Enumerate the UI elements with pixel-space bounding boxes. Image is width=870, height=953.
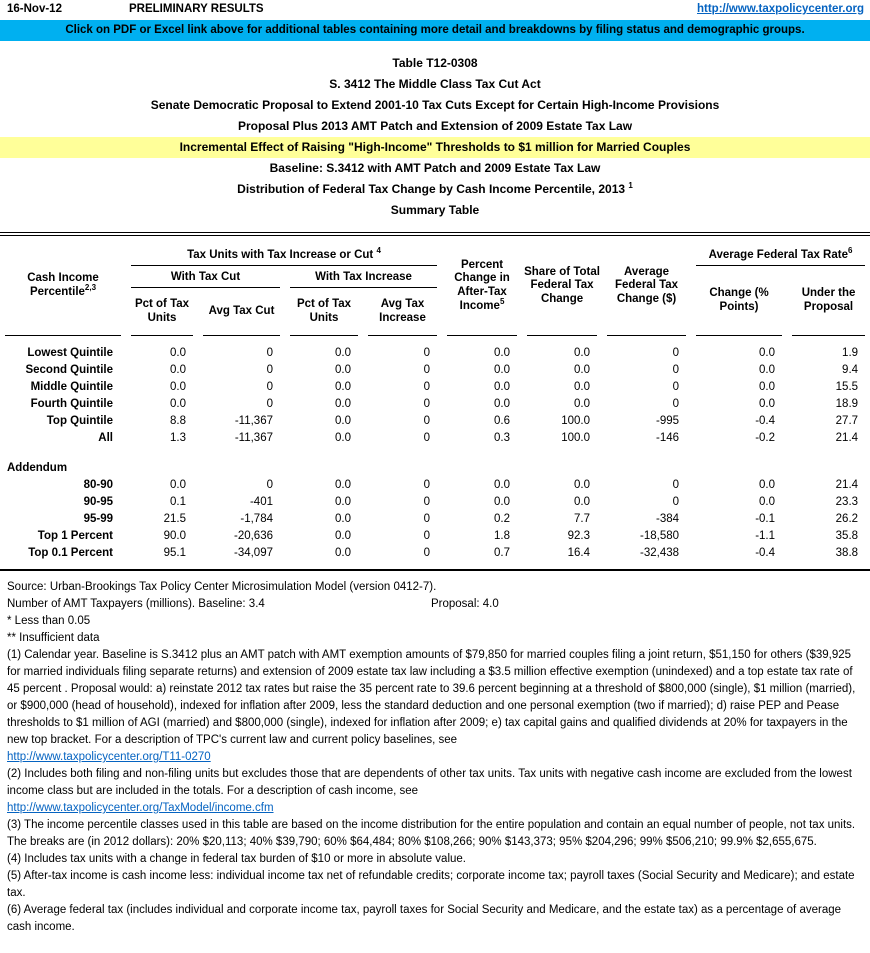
cell-value: 0.0 xyxy=(335,398,351,410)
footnote-5: (5) After-tax income is cash income less: individual income tax net of refundable credits; corporate income tax; payroll taxes (Social Security and Medicare); and estate tax. xyxy=(7,870,855,899)
col-header-share-total-federal-tax-change: Share of Total Federal Tax Change xyxy=(522,236,602,336)
cell-value: 7.7 xyxy=(574,513,591,525)
cell-value: 0.6 xyxy=(494,415,511,427)
table-row xyxy=(0,511,870,528)
cell-value: 0 xyxy=(423,415,431,427)
footnote-less-than: * Less than 0.05 xyxy=(7,615,91,627)
row-label: Top 1 Percent xyxy=(37,530,113,542)
cell-value: 0.0 xyxy=(574,398,591,410)
cell-value: 0.0 xyxy=(494,496,511,508)
amt-baseline-value: Number of AMT Taxpayers (millions). Baseline: 3.4 xyxy=(7,598,265,610)
footnote-1-link[interactable]: http://www.taxpolicycenter.org/T11-0270 xyxy=(7,751,211,763)
cell-value: 0.0 xyxy=(335,432,351,444)
table-number-title: Table T12-0308 xyxy=(392,56,478,70)
cell-value: 0 xyxy=(672,347,680,359)
cell-value: -0.4 xyxy=(755,415,776,427)
table-row xyxy=(0,545,870,562)
cell-value: 0.0 xyxy=(170,347,186,359)
cell-value: 0.2 xyxy=(494,513,511,525)
cell-value: -401 xyxy=(249,496,273,508)
cell-value: 0.0 xyxy=(574,364,591,376)
cell-value: 0.0 xyxy=(494,347,511,359)
main-rows xyxy=(0,336,870,447)
cell-value: 0 xyxy=(423,432,431,444)
proposal-title: Senate Democratic Proposal to Extend 2001-10 Tax Cuts Except for Certain High-Income Provisions xyxy=(150,98,720,112)
cell-value: -995 xyxy=(656,415,680,427)
table-row xyxy=(0,336,870,362)
cell-value: 0 xyxy=(423,479,431,491)
cell-value: -1.1 xyxy=(755,530,776,542)
footnote-3: (3) The income percentile classes used in this table are based on the income distribution for the entire population and contain an equal number of people, not tax units. The breaks are (in 2012 dollars): 20% $20,113; 40% $39,790; 60% $64,484; 80% $108,266; 90% $143,373; 95% $204,296; 99% $506,210; 99.9% $2,655,675. xyxy=(7,819,856,848)
cell-value: 0.0 xyxy=(494,381,511,393)
cell-value: 0 xyxy=(423,496,431,508)
cell-value: 21.4 xyxy=(835,432,859,444)
col-header-pct-tax-units-cut: Pct of Tax Units xyxy=(126,288,198,336)
cell-value: 0 xyxy=(423,530,431,542)
taxpolicycenter-link[interactable]: http://www.taxpolicycenter.org xyxy=(697,3,864,15)
cell-value: 0.0 xyxy=(335,347,351,359)
row-label: Middle Quintile xyxy=(30,381,113,393)
cell-value: 0 xyxy=(266,398,273,410)
cell-value: 90.0 xyxy=(163,530,186,542)
cell-value: 0.7 xyxy=(494,547,511,559)
row-label: 90-95 xyxy=(83,496,113,508)
table-row xyxy=(0,528,870,545)
cell-value: 0.0 xyxy=(759,479,776,491)
row-label: 95-99 xyxy=(83,513,113,525)
cell-value: 0.0 xyxy=(574,381,591,393)
cell-value: 8.8 xyxy=(170,415,186,427)
row-label: 80-90 xyxy=(83,479,113,491)
act-title: S. 3412 The Middle Class Tax Cut Act xyxy=(329,77,541,91)
info-banner: Click on PDF or Excel link above for additional tables containing more detail and breakdowns by filing status and demographic groups. xyxy=(0,20,870,41)
cell-value: 0 xyxy=(423,364,431,376)
cell-value: 92.3 xyxy=(567,530,591,542)
cell-value: -20,636 xyxy=(233,530,273,542)
cell-value: 0.0 xyxy=(335,415,351,427)
amt-patch-title: Proposal Plus 2013 AMT Patch and Extension of 2009 Estate Tax Law xyxy=(237,119,633,133)
table-row xyxy=(0,477,870,494)
cell-value: 0.0 xyxy=(335,496,351,508)
cell-value: 0.0 xyxy=(494,479,511,491)
row-label: Fourth Quintile xyxy=(30,398,113,410)
col-header-rate-under-proposal: Under the Proposal xyxy=(787,266,870,336)
group-header-with-tax-increase: With Tax Increase xyxy=(285,266,442,288)
col-header-cash-income-percentile: Cash Income Percentile$^{2,3}$ xyxy=(0,236,126,336)
cell-value: 95.1 xyxy=(163,547,186,559)
footnotes-block xyxy=(0,579,870,936)
col-header-avg-tax-increase: Avg Tax Increase xyxy=(363,288,442,336)
cell-value: -146 xyxy=(656,432,680,444)
cell-value: 0.0 xyxy=(759,364,776,376)
preliminary-results-label: PRELIMINARY RESULTS xyxy=(129,3,264,15)
cell-value: 1.9 xyxy=(842,347,859,359)
cell-value: 0.0 xyxy=(759,347,776,359)
footnote-1: (1) Calendar year. Baseline is S.3412 plus an AMT patch with AMT exemption amounts of $79,850 for married couples filing a joint return, $51,150 for others ($39,925 for married individuals filing separate returns) and extension of 2009 estate tax law including a $3.5 million effective exemption (unindexed) and a top estate tax rate of 45 percent . Proposal would: a) reinstate 2012 tax rates but raise the 35 percent rate to 39.6 percent beginning at a threshold of $800,000 (single), $1 million (married), or $900,000 (head of household), indexed for inflation after 2009, less the standard deduction and one personal exemption (two if married); d) raise PEP and Pease thresholds to $1 million of AGI (married) and $800,000 (single), indexed for inflation after 2009; e) tax capital gains and qualified dividends at 20% for taxpayers in the new top bracket. For a description of TPC's current law and current policy baselines, see xyxy=(7,649,856,746)
cell-value: -18,580 xyxy=(640,530,680,542)
group-header-tax-units-increase-or-cut: Tax Units with Tax Increase or Cut $^4$ xyxy=(126,236,442,266)
cell-value: 0.0 xyxy=(574,496,591,508)
cell-value: 0 xyxy=(672,398,680,410)
cell-value: 0.3 xyxy=(494,432,511,444)
row-label: All xyxy=(98,432,113,444)
cell-value: 0.0 xyxy=(335,530,351,542)
cell-value: 21.4 xyxy=(835,479,859,491)
col-header-rate-change-points: Change (% Points) xyxy=(691,266,787,336)
row-label: Top Quintile xyxy=(46,415,113,427)
cell-value: 0.0 xyxy=(335,547,351,559)
amt-taxpayers-note xyxy=(7,596,864,613)
cell-value: 0 xyxy=(266,381,273,393)
cell-value: 0.1 xyxy=(170,496,186,508)
cell-value: 0 xyxy=(423,547,431,559)
cell-value: 0.0 xyxy=(494,364,511,376)
cell-value: 0.0 xyxy=(759,398,776,410)
report-date: 16-Nov-12 xyxy=(7,3,62,15)
cell-value: 0 xyxy=(423,381,431,393)
cell-value: 0.0 xyxy=(494,398,511,410)
baseline-title: Baseline: S.3412 with AMT Patch and 2009 Estate Tax Law xyxy=(269,161,601,175)
cell-value: 16.4 xyxy=(567,547,591,559)
cell-value: 0.0 xyxy=(170,479,186,491)
cell-value: 26.2 xyxy=(835,513,859,525)
highlighted-incremental-title: Incremental Effect of Raising "High-Income" Thresholds to $1 million for Married Couples xyxy=(0,137,870,158)
cell-value: 100.0 xyxy=(561,415,591,427)
cell-value: 0.0 xyxy=(759,381,776,393)
cell-value: 0 xyxy=(423,513,431,525)
cell-value: -34,097 xyxy=(233,547,273,559)
summary-table xyxy=(0,236,870,562)
addendum-rows xyxy=(0,477,870,562)
table-row xyxy=(0,362,870,379)
amt-proposal-value: Proposal: 4.0 xyxy=(431,598,499,610)
cell-value: 100.0 xyxy=(561,432,591,444)
cell-value: 0.0 xyxy=(574,347,591,359)
footnote-2: (2) Includes both filing and non-filing units but excludes those that are dependents of other tax units. Tax units with negative cash income are excluded from the lowest income class but are included in the totals. For a description of cash income, see xyxy=(7,768,852,797)
cell-value: -32,438 xyxy=(640,547,680,559)
addendum-header-section xyxy=(0,447,870,477)
topbar xyxy=(0,0,870,20)
cell-value: 0 xyxy=(423,347,431,359)
distribution-title: Distribution of Federal Tax Change by Cash Income Percentile, 2013 $^1$ xyxy=(237,181,633,196)
addendum-label: Addendum xyxy=(7,462,68,474)
cell-value: 0 xyxy=(266,347,273,359)
cell-value: 0.0 xyxy=(759,496,776,508)
summary-table-title: Summary Table xyxy=(390,203,480,217)
table-row xyxy=(0,494,870,511)
source-note: Source: Urban-Brookings Tax Policy Center Microsimulation Model (version 0412-7). xyxy=(7,581,437,593)
cell-value: 0.0 xyxy=(335,381,351,393)
cell-value: -0.4 xyxy=(755,547,776,559)
cell-value: -0.2 xyxy=(755,432,776,444)
cell-value: 0.0 xyxy=(574,479,591,491)
cell-value: 0.0 xyxy=(335,364,351,376)
title-block xyxy=(0,53,870,221)
footnote-insufficient-data: ** Insufficient data xyxy=(7,632,100,644)
row-label: Second Quintile xyxy=(25,364,113,376)
cell-value: -11,367 xyxy=(234,432,273,444)
cell-value: 18.9 xyxy=(835,398,859,410)
row-label: Lowest Quintile xyxy=(27,347,113,359)
table-row xyxy=(0,396,870,413)
cell-value: 21.5 xyxy=(163,513,186,525)
cell-value: 1.3 xyxy=(170,432,186,444)
cell-value: 38.8 xyxy=(835,547,859,559)
cell-value: 0 xyxy=(672,479,680,491)
footnote-6: (6) Average federal tax (includes individual and corporate income tax, payroll taxes for Social Security and Medicare, and the estate tax) as a percentage of average cash income. xyxy=(7,904,842,933)
row-label: Top 0.1 Percent xyxy=(28,547,113,559)
cell-value: 0.0 xyxy=(170,381,186,393)
cell-value: 0 xyxy=(423,398,431,410)
summary-table-container xyxy=(0,232,870,571)
group-header-with-tax-cut: With Tax Cut xyxy=(126,266,285,288)
cell-value: 23.3 xyxy=(835,496,859,508)
cell-value: 0.0 xyxy=(335,513,351,525)
col-header-percent-change-after-tax-income: Percent Change in After-Tax Income$^5$ xyxy=(442,236,522,336)
cell-value: -11,367 xyxy=(234,415,273,427)
table-row xyxy=(0,430,870,447)
col-header-avg-tax-cut: Avg Tax Cut xyxy=(198,288,285,336)
cell-value: 15.5 xyxy=(835,381,859,393)
col-header-average-federal-tax-change: Average Federal Tax Change ($) xyxy=(602,236,691,336)
cell-value: 1.8 xyxy=(494,530,511,542)
cell-value: 0 xyxy=(266,479,273,491)
footnote-2-link[interactable]: http://www.taxpolicycenter.org/TaxModel/income.cfm xyxy=(7,802,274,814)
cell-value: 0.0 xyxy=(335,479,351,491)
cell-value: 35.8 xyxy=(835,530,859,542)
cell-value: 0 xyxy=(266,364,273,376)
table-row xyxy=(0,413,870,430)
cell-value: 0 xyxy=(672,364,680,376)
table-row xyxy=(0,379,870,396)
cell-value: -384 xyxy=(656,513,680,525)
cell-value: 27.7 xyxy=(835,415,859,427)
cell-value: -1,784 xyxy=(240,513,273,525)
cell-value: 0 xyxy=(672,496,680,508)
footnote-4: (4) Includes tax units with a change in federal tax burden of $10 or more in absolute value. xyxy=(7,853,466,865)
footnote-ref-1: 1 xyxy=(628,181,633,190)
cell-value: 0 xyxy=(672,381,680,393)
col-header-pct-tax-units-increase: Pct of Tax Units xyxy=(285,288,363,336)
cell-value: 9.4 xyxy=(842,364,859,376)
group-header-average-federal-tax-rate: Average Federal Tax Rate$^6$ xyxy=(691,236,870,266)
cell-value: 0.0 xyxy=(170,398,186,410)
cell-value: -0.1 xyxy=(755,513,776,525)
cell-value: 0.0 xyxy=(170,364,186,376)
